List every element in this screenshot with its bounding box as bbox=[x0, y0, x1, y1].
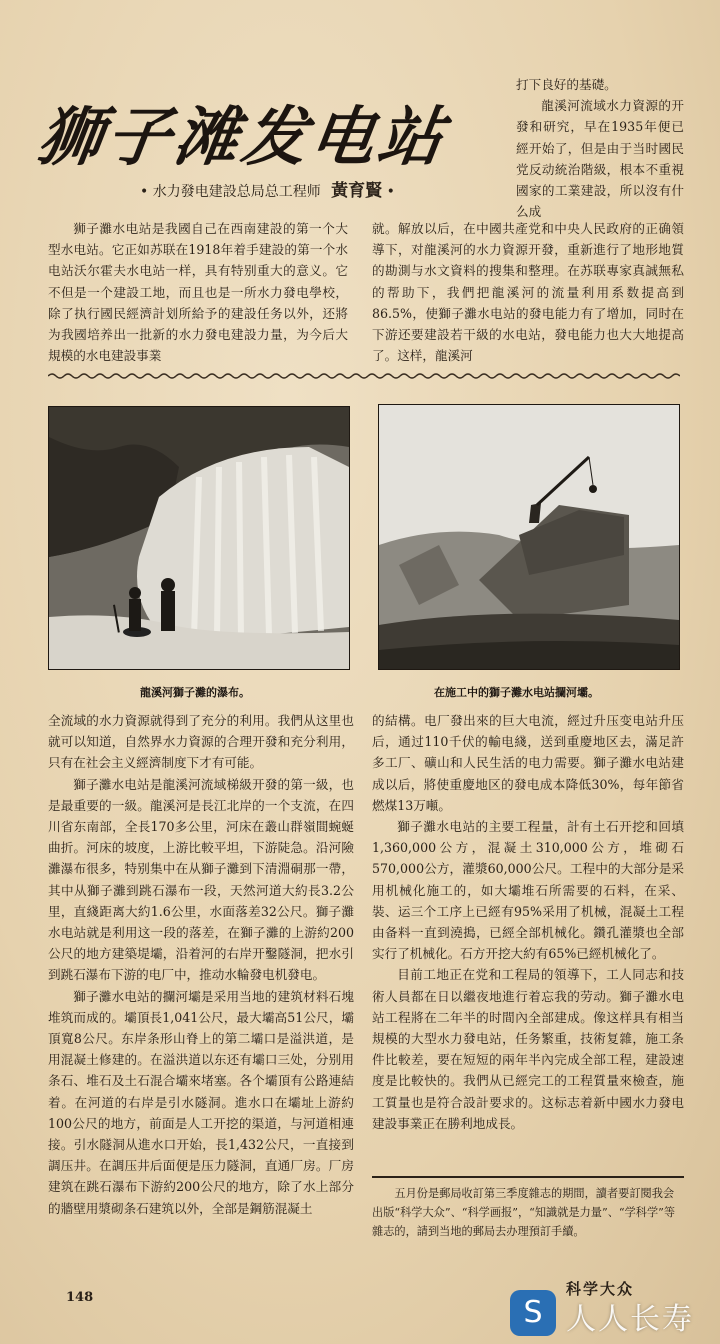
article-title: 狮子滩发电站 bbox=[33, 100, 452, 175]
paragraph: 獅子灘水电站的攔河壩是采用当地的建筑材料石塊堆筑而成的。壩頂長1,041公尺，最大壩高51公尺，壩頂寬8公尺。东岸条形山脊上的第二壩口是溢洪道，是用混凝土修建的。在溢洪道以东还有壩口三处，分别用条石、堆石及土石混合壩來堵塞。各个壩頂有公路連結着。在河道的右岸是引水隧洞。進水口在壩址上游約100公尺的地方，前面是人工开挖的渠道，与河道相連接。引水隧洞从進水口开始，長1,432公尺，一直接到調压井。在調压井后面便是压力隧洞，直通厂房。厂房建筑在跳石瀑布下游約200公尺的地方，除了水上部分的牆壁用漿砌条石建筑以外，全部是鋼筋混凝土 bbox=[48, 988, 354, 1216]
page-number: 148 bbox=[66, 1290, 94, 1305]
author-name: 黃育賢 bbox=[331, 181, 383, 201]
paragraph: 打下良好的基礎。 bbox=[516, 77, 617, 92]
dam-construction-photo bbox=[378, 404, 680, 670]
wavy-divider bbox=[48, 372, 680, 380]
paragraph: 目前工地正在党和工程局的領導下，工人同志和技術人員都在日以繼夜地進行着忘我的劳动。獅子灘水电站工程將在二年半的时間內全部建成。像这样具有相当規模的大型水力發电站，任务繁重，技術复雜，施工条件比較差，要在短短的兩年半內完成全部工程，建設速度是比較快的。我們从已經完工的工程質量來檢查，施工質量也是符合設計要求的。这标志着新中國水力發电建設事業正在勝利地成長。 bbox=[372, 967, 684, 1131]
caption-waterfall: 龍溪河獅子灘的瀑布。 bbox=[140, 686, 250, 699]
watermark bbox=[506, 1286, 716, 1340]
byline-prefix: • 水力發电建設总局总工程师 bbox=[140, 184, 321, 200]
paragraph: 龍溪河流域水力資源的开發和研究，早在1935年便已經开始了，但是由于当时國民党反动統治階級，根本不重視國家的工業建設，所以沒有什么成 bbox=[516, 98, 684, 220]
col1-top: 狮子灘水电站是我國自己在西南建設的第一个大型水电站。它正如苏联在1918年着手建設的第一个水电站沃尔霍夫水电站一样，具有特别重大的意义。它不但是一个建設工地，而且也是一所水力發电學校，除了执行國民經濟計划所給予的建設任务以外，还將为我國培养出一批新的水力發电建設力量，为今后大規模的水电建設事業 bbox=[48, 221, 348, 364]
magazine-name: 科学大众 bbox=[566, 1280, 635, 1298]
waterfall-photo bbox=[48, 406, 350, 670]
paragraph: 全流域的水力資源就得到了充分的利用。我們从这里也就可以知道，自然界水力資源的合理开發和充分利用，只有在社会主义經濟制度下才有可能。 bbox=[48, 713, 354, 771]
watermark-text: 人人长寿 bbox=[566, 1302, 694, 1337]
paragraph: 的結構。电厂發出來的巨大电流，經过升压变电站升压后，通过110千伏的輸电綫，送到重慶地区去，滿足許多工厂、礦山和人民生活的电力需要。獅子灘水电站建成以后，將使重慶地区的發电成本降低30%，每年節省燃煤13万噸。 bbox=[372, 713, 684, 813]
subscription-notice: 五月份是郵局收訂第三季度雜志的期間，讀者要訂閱我会出版“科学大众”、“科学画报”，“知識就是力量”、“学科学”等雜志的，請到当地的郵局去办理預訂手續。 bbox=[372, 1176, 684, 1241]
col2-mid: 就。解放以后，在中國共產党和中央人民政府的正确領導下，对龍溪河的水力資源开發，重新進行了地形地質的勘測与水文資料的搜集和整理。在苏联專家真誠無私的帮助下，我們把龍溪河的流量利用系数提高到86.5%，使獅子灘水电站的發电能力有了增加，同时在下游还要建設若干級的水电站，發电能力也大大地提高了。这样，龍溪河 bbox=[372, 221, 684, 364]
col2-top bbox=[516, 74, 684, 222]
paragraph: 獅子灘水电站是龍溪河流域梯級开發的第一級，也是最重要的一級。龍溪河是長江北岸的一个支流，在四川省东南部，全長170多公里，河床在叢山群嶺間蜿蜒曲折。河床的坡度，上游比較平坦，下游陡急。沿河險灘瀑布很多，特别集中在从獅子灘到下清淵硐那一帶，其中从獅子灘到跳石瀑布一段，天然河道大約長3.2公里，直綫距离大約1.6公里，水面落差32公尺。獅子灘水电站就是利用这一段的落差，在獅子灘的上游約200公尺的地方建築堤壩，沿着河的右岸开鑿隧洞，把水引到跳石瀑布下游的电厂中，推动水輪發电机發电。 bbox=[48, 776, 354, 983]
paragraph: 獅子灘水电站的主要工程量，計有土石开挖和回填1,360,000公方，混凝土310,000公方，堆砌石570,000公方，灌漿60,000公尺。工程中的大部分是采用机械化施工的，如大壩堆石所需要的石料，在采、裝、运三个工序上已經有95%采用了机械，混凝土工程由备料一直到澆搗，已經全部机械化。鑽孔灌漿也全部实行了机械化。石方开挖大約有65%已經机械化了。 bbox=[372, 819, 684, 962]
byline-suffix: • bbox=[386, 184, 395, 200]
byline bbox=[140, 176, 395, 201]
col1-bottom bbox=[48, 710, 354, 1219]
caption-dam: 在施工中的獅子灘水电站攔河壩。 bbox=[434, 686, 599, 699]
watermark-logo-icon: S bbox=[510, 1290, 556, 1336]
col2-bottom bbox=[372, 710, 684, 1134]
